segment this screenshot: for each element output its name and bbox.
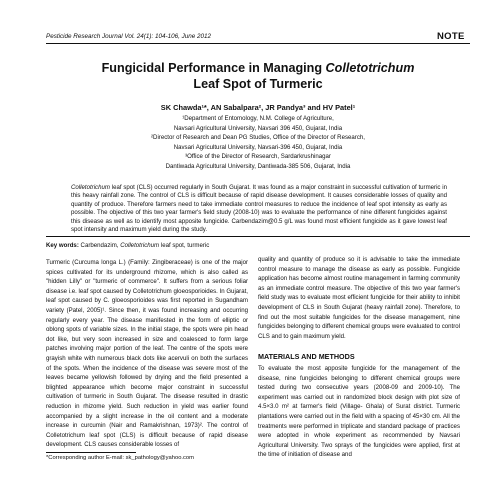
title-text: Fungicidal Performance in Managing (101, 61, 326, 75)
abstract (71, 184, 447, 234)
affiliation-6: Dantiwada Agricultural University, Dantiwada-385 506, Gujarat, India (165, 162, 351, 170)
affiliation-5: ³Office of the Director of Research, Sardarkrushinagar (185, 153, 331, 160)
footnote-rule (46, 452, 136, 453)
paper-title-line-2: Leaf Spot of Turmeric (193, 77, 323, 91)
note-badge: NOTE (437, 31, 465, 42)
abstract-lead: Colletotrichum (71, 184, 110, 191)
methods-text: To evaluate the most apposite fungicide for the management of the disease, nine fungicides belonging to different chemical groups were tested during two consecutive years (2008-09 and 2009-10). The experiment was carried out in randomized block design with plot size of 4.5×3.0 m² at farmer's field (Village- Ghala) of Surat district. Turmeric plantations were carried out in the field with a spacing of 45×30 cm. All the treatments were performed in triplicate and standard package of practices were adopted in whole experiment as recommended by Navsari Agricultural University. Two sprays of the fungicides were applied, first at the time of initiation of disease and (258, 365, 460, 459)
keywords-label: Key words: (46, 242, 79, 249)
corresponding-author-footnote: *Corresponding author E-mail: sk_pathology@yahoo.com (46, 455, 194, 461)
journal-citation: Pesticide Research Journal Vol. 24(1): 104-106, June 2012 (46, 33, 211, 40)
affiliation-3: ²Director of Research and Dean PG Studies, Office of the Director of Research, (151, 134, 365, 141)
keywords (46, 242, 209, 249)
keywords-text-a: Carbendazim, (78, 242, 121, 249)
body-left-column: Turmeric (Curcuma longa L.) (Family: Zingiberaceae) is one of the major spices cultivated for its underground rhizome, which is also called as "hidden Lilly" or "turmeric of commerce". It suffers from a serious foliar disease i.e. leaf spot caused by Colletotrichum gloeosporioides. In Gujarat, leaf spot caused by C. gloeosporioides was first reported in Sugandham variety (Patel, 2005)¹. Since then, it was found increasing and occurring regularly every year. The disease manifested in the form of elliptic or oblong spots of variable sizes. In the initial stage, the spots were pin head dot like, but very soon increased in size and coalesced to form large patches involving major portion of the leaf. The centre of the spots were grayish white with numerous black dots like acervuli on both the surfaces of the spots. When the incidence of the disease was severe most of the leaves became yellowish followed by drying and the field presented a blighted appearance which become major constraint in successful cultivation of turmeric in South Gujarat. The disease resulted in drastic reduction in rhizome yield. Such reduction in yield was earlier found accompanied by a slight increase in the oil content and a moderate increase in curcumin (Nair and Ramakrishnan, 1973)². The control of Colletotrichum leaf spot (CLS) is difficult because of rapid disease development. CLS causes considerable losses of (46, 259, 248, 449)
paper-title-line-1 (46, 60, 470, 76)
title-genus: Colletotrichum (325, 61, 415, 75)
abstract-text: leaf spot (CLS) occurred regularly in South Gujarat. It was found as a major constraint in successful cultivation of turmeric in this heavy rainfall zone. The control of CLS is difficult because of rapid disease development. It causes considerable losses of quality and quantity of produce. Therefore farmers need to take immediate control measures to reduce the incidence of leaf spot intensity as early as possible. The objective of this two year farmer's field study (2008-10) was to evaluate the performance of nine different fungicides against this disease as well as to identify most apposite fungicide. Carbendazim@0.5 g/L was found most efficient fungicide as it gave lowest leaf spot intensity and maximum yield during the study. (71, 184, 447, 234)
affiliation-2: Navsari Agricultural University, Navsari 396 450, Gujarat, India (173, 124, 343, 132)
author-list: SK Chawda¹*, AN Sabalpara², JR Pandya³ and HV Patel¹ (160, 103, 356, 112)
section-heading-methods: MATERIALS AND METHODS (258, 352, 355, 361)
keywords-text-c: leaf spot, turmeric (159, 242, 210, 249)
affiliation-4: Navsari Agricultural University, Navsari-396 450, Gujarat, India (173, 143, 343, 151)
keywords-text-b: Colletotrichum (120, 242, 160, 249)
body-right-column: quality and quantity of produce so it is advisable to take the immediate control measure to manage the disease as early as possible. Fungicide application has become almost routine management in farming community as an immediate control measure. The objective of this two year farmer's field study was to evaluate most efficient fungicide for their ability to inhibit development of CLS in South Gujarat (heavy rainfall zone). Therefore, to find out the most suitable fungicides for the disease management, nine fungicides belonging to different chemical groups were evaluated to control CLS and to gain maximum yield. (258, 256, 460, 340)
affiliation-1: ¹Department of Entomology, N.M. College of Agriculture, (182, 115, 334, 122)
header-rule (46, 43, 470, 44)
abstract-rule (46, 236, 470, 237)
